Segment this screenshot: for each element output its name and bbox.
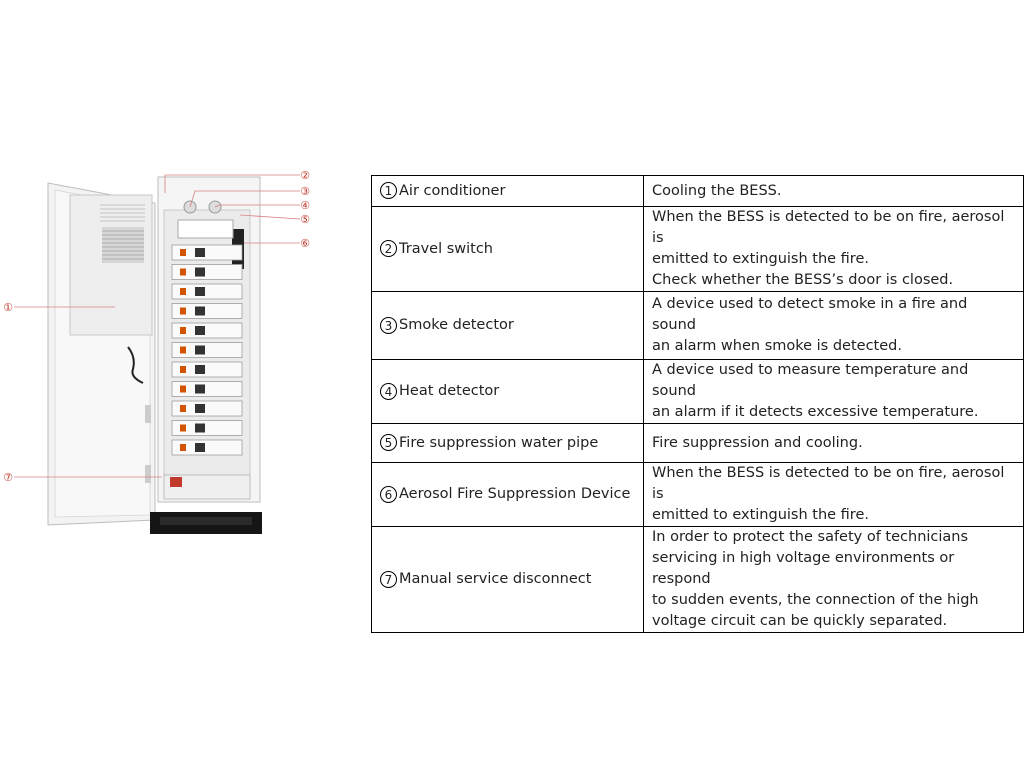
- description-line: In order to protect the safety of technicians: [652, 529, 969, 545]
- description-line: emitted to extinguish the fire.: [652, 251, 869, 267]
- description-line: Fire suppression and cooling.: [652, 434, 863, 451]
- item-number-badge: 6: [380, 486, 397, 503]
- callout-marker-2: ②: [300, 169, 310, 182]
- component-description-cell: [644, 463, 1024, 527]
- table-row: [372, 207, 1024, 292]
- description-line: to sudden events, the connection of the high: [652, 592, 979, 608]
- component-description-cell: [644, 176, 1024, 207]
- component-name: Aerosol Fire Suppression Device: [399, 486, 631, 502]
- description-line: emitted to extinguish the fire.: [652, 507, 869, 523]
- module-fan-icon: [195, 443, 205, 452]
- module-connector: [180, 425, 186, 432]
- module-fan-icon: [195, 365, 205, 374]
- table-row: [372, 424, 1024, 463]
- battery-modules: [172, 245, 242, 455]
- table-row: [372, 360, 1024, 424]
- table-row: [372, 527, 1024, 633]
- component-description-cell: [644, 527, 1024, 633]
- module-connector: [180, 327, 186, 334]
- item-number-badge: 5: [380, 434, 397, 451]
- callout-marker-7: ⑦: [3, 471, 13, 484]
- component-table: [371, 175, 1024, 633]
- callout-marker-5: ⑤: [300, 213, 310, 226]
- module-fan-icon: [195, 404, 205, 413]
- bess-cabinet-illustration: [0, 165, 330, 545]
- component-name: Smoke detector: [399, 317, 514, 333]
- callout-marker-1: ①: [3, 301, 13, 314]
- component-name-cell: [372, 360, 644, 424]
- component-name-cell: [372, 527, 644, 633]
- module-connector: [180, 366, 186, 373]
- item-number-badge: 3: [380, 317, 397, 334]
- item-number-badge: 2: [380, 240, 397, 257]
- component-name-cell: [372, 207, 644, 292]
- module-connector: [180, 405, 186, 412]
- module-connector: [180, 444, 186, 451]
- description-line: an alarm when smoke is detected.: [652, 338, 902, 354]
- air-conditioner: [70, 195, 152, 335]
- component-name: Fire suppression water pipe: [399, 434, 599, 451]
- table-row: [372, 292, 1024, 360]
- description-line: an alarm if it detects excessive temperature.: [652, 404, 979, 420]
- module-connector: [180, 269, 186, 276]
- component-description-cell: [644, 360, 1024, 424]
- module-fan-icon: [195, 248, 205, 257]
- module-fan-icon: [195, 346, 205, 355]
- module-fan-icon: [195, 424, 205, 433]
- description-line: Check whether the BESS’s door is closed.: [652, 272, 954, 288]
- component-name: Heat detector: [399, 383, 500, 399]
- module-fan-icon: [195, 268, 205, 277]
- component-description-cell: [644, 207, 1024, 292]
- description-line: Cooling the BESS.: [652, 182, 782, 199]
- callout-marker-4: ④: [300, 199, 310, 212]
- module-connector: [180, 288, 186, 295]
- component-description-cell: [644, 292, 1024, 360]
- callout-marker-6: ⑥: [300, 237, 310, 250]
- component-name-cell: [372, 176, 644, 207]
- callout-marker-3: ③: [300, 185, 310, 198]
- item-number-badge: 1: [380, 182, 397, 199]
- description-line: servicing in high voltage environments or respond: [652, 550, 955, 587]
- component-name: Air conditioner: [399, 182, 506, 199]
- component-name-cell: [372, 424, 644, 463]
- component-name-cell: [372, 292, 644, 360]
- description-line: voltage circuit can be quickly separated.: [652, 613, 948, 629]
- module-fan-icon: [195, 307, 205, 316]
- cabinet-door: [48, 183, 155, 525]
- component-description-cell: [644, 424, 1024, 463]
- module-fan-icon: [195, 326, 205, 335]
- component-name-cell: [372, 463, 644, 527]
- module-fan-icon: [195, 287, 205, 296]
- table-row: [372, 463, 1024, 527]
- module-connector: [180, 386, 186, 393]
- component-name: Travel switch: [399, 240, 494, 257]
- module-connector: [180, 347, 186, 354]
- description-line: A device used to measure temperature and sound: [652, 362, 969, 399]
- cabinet-base: [150, 475, 262, 534]
- component-name: Manual service disconnect: [399, 571, 592, 587]
- module-connector: [180, 308, 186, 315]
- module-fan-icon: [195, 385, 205, 394]
- table-row: [372, 176, 1024, 207]
- item-number-badge: 7: [380, 571, 397, 588]
- description-line: When the BESS is detected to be on fire, aerosol is: [652, 465, 1005, 502]
- description-line: A device used to detect smoke in a fire and sound: [652, 296, 968, 333]
- description-line: When the BESS is detected to be on fire, aerosol is: [652, 209, 1005, 246]
- module-connector: [180, 249, 186, 256]
- item-number-badge: 4: [380, 383, 397, 400]
